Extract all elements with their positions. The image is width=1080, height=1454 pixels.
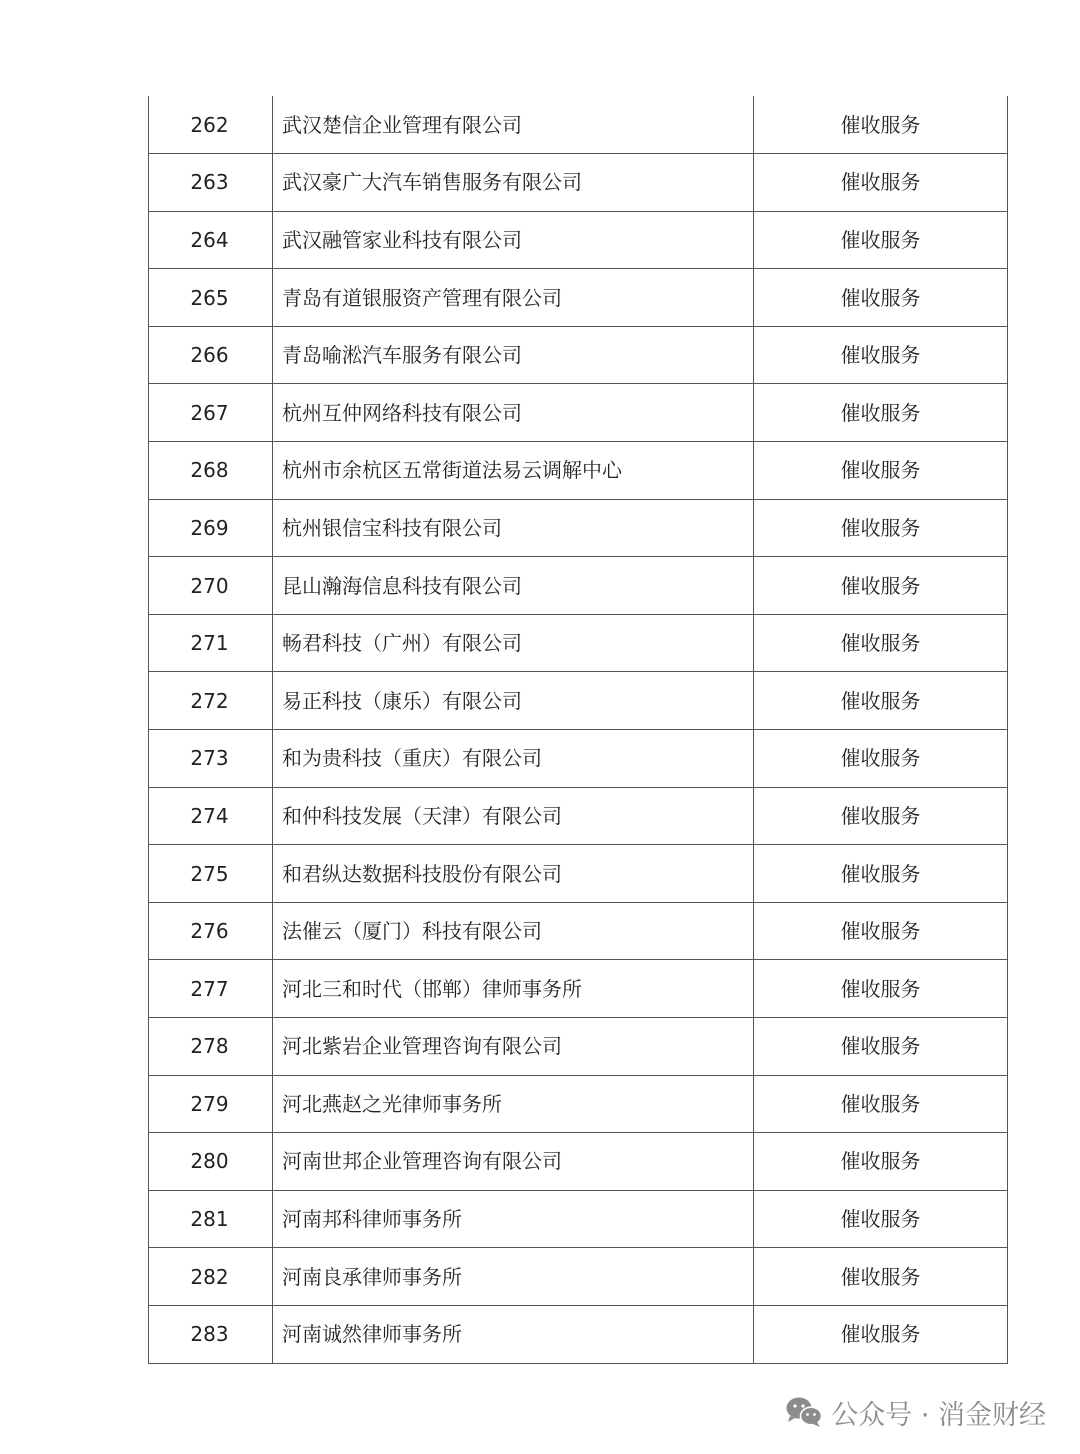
table-row <box>149 1133 1008 1191</box>
service-type: 催收服务 <box>754 1248 1008 1306</box>
service-type: 催收服务 <box>754 442 1008 500</box>
table-row <box>149 787 1008 845</box>
table-row <box>149 211 1008 269</box>
service-type: 催收服务 <box>754 614 1008 672</box>
table-row <box>149 902 1008 960</box>
table-row <box>149 672 1008 730</box>
row-number: 277 <box>149 960 273 1018</box>
row-number: 268 <box>149 442 273 500</box>
company-name: 武汉楚信企业管理有限公司 <box>273 96 754 154</box>
company-name: 武汉豪广大汽车销售服务有限公司 <box>273 154 754 212</box>
company-name: 和君纵达数据科技股份有限公司 <box>273 845 754 903</box>
company-name: 杭州市余杭区五常街道法易云调解中心 <box>273 442 754 500</box>
company-name: 畅君科技（广州）有限公司 <box>273 614 754 672</box>
table-row <box>149 1075 1008 1133</box>
service-type: 催收服务 <box>754 1075 1008 1133</box>
service-type: 催收服务 <box>754 902 1008 960</box>
row-number: 273 <box>149 730 273 788</box>
table-row <box>149 499 1008 557</box>
row-number: 276 <box>149 902 273 960</box>
company-name: 河北三和时代（邯郸）律师事务所 <box>273 960 754 1018</box>
table-row <box>149 269 1008 327</box>
table-row <box>149 614 1008 672</box>
table-row <box>149 154 1008 212</box>
service-type: 催收服务 <box>754 1018 1008 1076</box>
table-row <box>149 96 1008 154</box>
company-name: 易正科技（康乐）有限公司 <box>273 672 754 730</box>
service-type: 催收服务 <box>754 1305 1008 1363</box>
row-number: 281 <box>149 1190 273 1248</box>
table-row <box>149 730 1008 788</box>
service-type: 催收服务 <box>754 154 1008 212</box>
company-name: 杭州互仲网络科技有限公司 <box>273 384 754 442</box>
table-body <box>149 96 1008 1363</box>
row-number: 267 <box>149 384 273 442</box>
company-name: 和为贵科技（重庆）有限公司 <box>273 730 754 788</box>
service-type: 催收服务 <box>754 557 1008 615</box>
row-number: 279 <box>149 1075 273 1133</box>
table-row <box>149 1248 1008 1306</box>
table-row <box>149 384 1008 442</box>
company-name: 青岛喻淞汽车服务有限公司 <box>273 326 754 384</box>
row-number: 275 <box>149 845 273 903</box>
company-name: 河南诚然律师事务所 <box>273 1305 754 1363</box>
company-name: 和仲科技发展（天津）有限公司 <box>273 787 754 845</box>
service-type: 催收服务 <box>754 787 1008 845</box>
table-row <box>149 1190 1008 1248</box>
table-row <box>149 326 1008 384</box>
table-row <box>149 557 1008 615</box>
service-type: 催收服务 <box>754 960 1008 1018</box>
row-number: 271 <box>149 614 273 672</box>
service-type: 催收服务 <box>754 499 1008 557</box>
table-row <box>149 1018 1008 1076</box>
table-row <box>149 1305 1008 1363</box>
company-name: 河南良承律师事务所 <box>273 1248 754 1306</box>
service-type: 催收服务 <box>754 269 1008 327</box>
row-number: 270 <box>149 557 273 615</box>
service-type: 催收服务 <box>754 96 1008 154</box>
company-name: 河北燕赵之光律师事务所 <box>273 1075 754 1133</box>
service-type: 催收服务 <box>754 730 1008 788</box>
row-number: 262 <box>149 96 273 154</box>
row-number: 282 <box>149 1248 273 1306</box>
service-type: 催收服务 <box>754 845 1008 903</box>
company-name: 武汉融管家业科技有限公司 <box>273 211 754 269</box>
company-name: 河南世邦企业管理咨询有限公司 <box>273 1133 754 1191</box>
watermark-text: 公众号 · 消金财经 <box>831 1399 1046 1431</box>
table-row <box>149 960 1008 1018</box>
company-name: 河北紫岩企业管理咨询有限公司 <box>273 1018 754 1076</box>
service-type: 催收服务 <box>754 672 1008 730</box>
company-list-table <box>148 96 1008 1364</box>
company-name: 青岛有道银服资产管理有限公司 <box>273 269 754 327</box>
company-name: 昆山瀚海信息科技有限公司 <box>273 557 754 615</box>
service-type: 催收服务 <box>754 326 1008 384</box>
row-number: 266 <box>149 326 273 384</box>
row-number: 269 <box>149 499 273 557</box>
table-row <box>149 442 1008 500</box>
watermark <box>785 1392 1046 1432</box>
row-number: 264 <box>149 211 273 269</box>
company-name: 河南邦科律师事务所 <box>273 1190 754 1248</box>
wechat-icon <box>785 1396 823 1428</box>
table-row <box>149 845 1008 903</box>
row-number: 265 <box>149 269 273 327</box>
service-type: 催收服务 <box>754 211 1008 269</box>
service-type: 催收服务 <box>754 384 1008 442</box>
service-type: 催收服务 <box>754 1133 1008 1191</box>
row-number: 263 <box>149 154 273 212</box>
row-number: 274 <box>149 787 273 845</box>
row-number: 272 <box>149 672 273 730</box>
row-number: 278 <box>149 1018 273 1076</box>
row-number: 280 <box>149 1133 273 1191</box>
company-name: 法催云（厦门）科技有限公司 <box>273 902 754 960</box>
service-type: 催收服务 <box>754 1190 1008 1248</box>
company-name: 杭州银信宝科技有限公司 <box>273 499 754 557</box>
row-number: 283 <box>149 1305 273 1363</box>
